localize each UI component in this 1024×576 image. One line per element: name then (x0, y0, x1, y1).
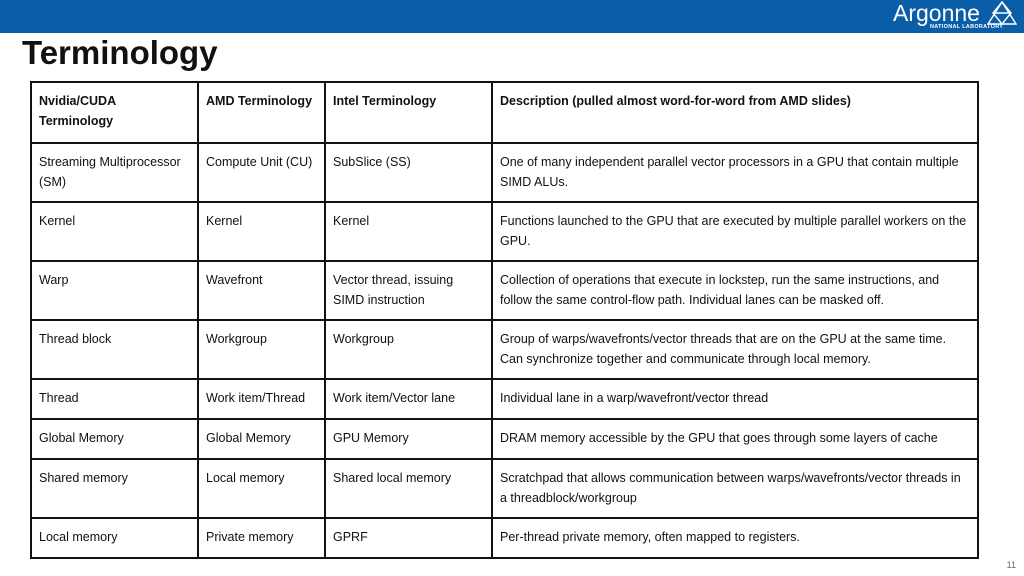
cell-nvidia: Global Memory (31, 419, 198, 459)
table-row (31, 320, 978, 379)
cell-intel: Shared local memory (325, 459, 492, 518)
cell-description: Per-thread private memory, often mapped to registers. (492, 518, 978, 558)
page-title: Terminology (22, 34, 218, 71)
table-header-row (31, 82, 978, 143)
cell-nvidia: Thread (31, 379, 198, 419)
table-row (31, 459, 978, 518)
cell-intel: Vector thread, issuing SIMD instruction (325, 261, 492, 320)
cell-amd: Work item/Thread (198, 379, 325, 419)
cell-description: Collection of operations that execute in lockstep, run the same instructions, and follow the same control-flow path. Individual lanes can be masked off. (492, 261, 978, 320)
cell-amd: Local memory (198, 459, 325, 518)
table-row (31, 261, 978, 320)
logo-name: Argonne (893, 0, 980, 26)
column-header-intel: Intel Terminology (325, 82, 492, 143)
cell-nvidia: Local memory (31, 518, 198, 558)
cell-nvidia: Warp (31, 261, 198, 320)
cell-description: Scratchpad that allows communication between warps/wavefronts/vector threads in a threadblock/workgroup (492, 459, 978, 518)
cell-amd: Wavefront (198, 261, 325, 320)
table-row (31, 518, 978, 558)
cell-amd: Workgroup (198, 320, 325, 379)
cell-amd: Private memory (198, 518, 325, 558)
cell-description: Functions launched to the GPU that are executed by multiple parallel workers on the GPU. (492, 202, 978, 261)
table-row (31, 143, 978, 202)
cell-amd: Kernel (198, 202, 325, 261)
cell-description: One of many independent parallel vector processors in a GPU that contain multiple SIMD ALUs. (492, 143, 978, 202)
cell-intel: SubSlice (SS) (325, 143, 492, 202)
cell-intel: Kernel (325, 202, 492, 261)
cell-intel: GPU Memory (325, 419, 492, 459)
cell-description: Individual lane in a warp/wavefront/vector thread (492, 379, 978, 419)
cell-intel: GPRF (325, 518, 492, 558)
header-bar (0, 0, 1024, 33)
column-header-nvidia: Nvidia/CUDA Terminology (31, 82, 198, 143)
cell-intel: Work item/Vector lane (325, 379, 492, 419)
logo-subtitle: NATIONAL LABORATORY (930, 24, 1004, 30)
terminology-table (30, 81, 979, 559)
cell-nvidia: Kernel (31, 202, 198, 261)
table-row (31, 202, 978, 261)
column-header-amd: AMD Terminology (198, 82, 325, 143)
table-row (31, 379, 978, 419)
page-number: 11 (1006, 560, 1016, 570)
cell-description: Group of warps/wavefronts/vector threads that are on the GPU at the same time. Can synchronize together and communicate through local memory. (492, 320, 978, 379)
table-row (31, 419, 978, 459)
argonne-logo (893, 0, 1018, 33)
column-header-description: Description (pulled almost word-for-word from AMD slides) (492, 82, 978, 143)
cell-nvidia: Shared memory (31, 459, 198, 518)
cell-intel: Workgroup (325, 320, 492, 379)
cell-amd: Compute Unit (CU) (198, 143, 325, 202)
triangle-logo-icon (987, 1, 1017, 25)
cell-description: DRAM memory accessible by the GPU that goes through some layers of cache (492, 419, 978, 459)
cell-nvidia: Streaming Multiprocessor (SM) (31, 143, 198, 202)
cell-nvidia: Thread block (31, 320, 198, 379)
cell-amd: Global Memory (198, 419, 325, 459)
